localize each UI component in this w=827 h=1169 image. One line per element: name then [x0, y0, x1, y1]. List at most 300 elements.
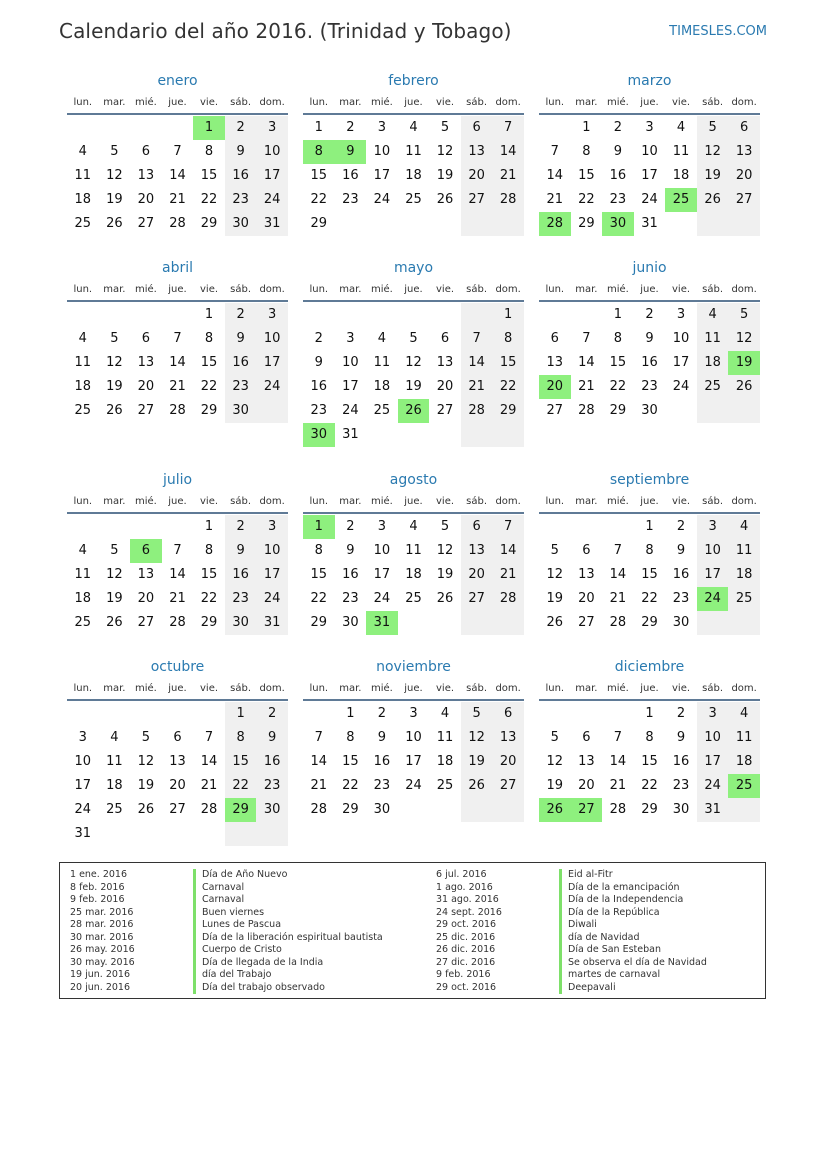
day-cell[interactable]: 11	[672, 144, 690, 159]
day-cell[interactable]: 21	[492, 164, 524, 188]
day-cell[interactable]: 23	[672, 778, 690, 793]
day-cell[interactable]: 29	[641, 615, 658, 630]
day-cell[interactable]: 3	[256, 116, 288, 140]
day-cell[interactable]: 23	[256, 774, 288, 798]
day-cell[interactable]: 15	[342, 754, 359, 769]
day-cell[interactable]: 24	[641, 192, 658, 207]
day-cell[interactable]: 8	[204, 543, 214, 558]
day-cell[interactable]: 24	[74, 802, 92, 817]
day-cell[interactable]: 5	[110, 543, 119, 558]
day-cell[interactable]: 25	[697, 375, 729, 399]
day-cell[interactable]: 3	[377, 120, 387, 135]
day-cell[interactable]: 14	[609, 754, 627, 769]
day-cell[interactable]: 15	[578, 168, 595, 183]
day-cell[interactable]: 21	[169, 192, 186, 207]
day-cell[interactable]: 6	[550, 331, 559, 346]
day-cell[interactable]: 18	[728, 563, 760, 587]
day-cell[interactable]: 9	[645, 331, 654, 346]
day-cell[interactable]: 28	[310, 802, 328, 817]
day-cell[interactable]: 17	[641, 168, 658, 183]
day-cell[interactable]: 19	[546, 591, 564, 606]
day-cell[interactable]: 13	[578, 754, 595, 769]
day-cell[interactable]: 20	[137, 379, 155, 394]
day-cell[interactable]: 19	[436, 567, 454, 582]
day-cell[interactable]: 27	[137, 615, 155, 630]
day-cell[interactable]: 31	[342, 427, 359, 442]
day-cell[interactable]: 26	[137, 802, 155, 817]
day-cell[interactable]: 28	[492, 188, 524, 212]
day-cell[interactable]: 15	[200, 567, 218, 582]
day-cell[interactable]: 28	[609, 802, 627, 817]
day-cell[interactable]: 9	[225, 327, 257, 351]
day-cell[interactable]: 8	[492, 327, 524, 351]
day-cell[interactable]: 1	[193, 116, 225, 140]
day-cell[interactable]: 25	[665, 188, 697, 212]
day-cell[interactable]: 21	[169, 591, 186, 606]
day-cell[interactable]: 8	[225, 726, 257, 750]
day-cell[interactable]: 22	[200, 192, 218, 207]
day-cell[interactable]: 18	[74, 379, 92, 394]
day-cell[interactable]: 25	[728, 774, 760, 798]
day-cell[interactable]: 27	[137, 403, 155, 418]
day-cell[interactable]: 11	[405, 543, 422, 558]
day-cell[interactable]: 9	[613, 144, 623, 159]
day-cell[interactable]: 23	[342, 591, 359, 606]
day-cell[interactable]: 5	[550, 543, 559, 558]
site-link[interactable]: TIMESLES.COM	[669, 24, 767, 39]
day-cell[interactable]: 27	[461, 587, 493, 611]
day-cell[interactable]: 22	[200, 379, 218, 394]
day-cell[interactable]: 24	[697, 774, 729, 798]
day-cell[interactable]: 15	[200, 168, 218, 183]
day-cell[interactable]: 28	[609, 615, 627, 630]
day-cell[interactable]: 15	[641, 567, 658, 582]
day-cell[interactable]: 17	[697, 750, 729, 774]
day-cell[interactable]: 27	[578, 615, 595, 630]
day-cell[interactable]: 24	[672, 379, 690, 394]
day-cell[interactable]: 24	[373, 591, 391, 606]
day-cell[interactable]: 23	[342, 192, 359, 207]
day-cell[interactable]: 31	[641, 216, 658, 231]
day-cell[interactable]: 20	[578, 591, 595, 606]
day-cell[interactable]: 21	[310, 778, 328, 793]
day-cell[interactable]: 24	[256, 375, 288, 399]
day-cell[interactable]: 7	[492, 515, 524, 539]
day-cell[interactable]: 28	[578, 403, 595, 418]
day-cell[interactable]: 21	[546, 192, 564, 207]
day-cell[interactable]: 17	[342, 379, 359, 394]
day-cell[interactable]: 15	[609, 355, 627, 370]
day-cell[interactable]: 5	[110, 144, 119, 159]
day-cell[interactable]: 1	[204, 519, 214, 534]
day-cell[interactable]: 16	[256, 750, 288, 774]
day-cell[interactable]: 13	[436, 355, 454, 370]
day-cell[interactable]: 4	[728, 702, 760, 726]
day-cell[interactable]: 12	[106, 355, 123, 370]
day-cell[interactable]: 21	[578, 379, 595, 394]
day-cell[interactable]: 31	[697, 798, 729, 822]
day-cell[interactable]: 9	[335, 140, 367, 164]
day-cell[interactable]: 20	[539, 375, 571, 399]
day-cell[interactable]: 5	[697, 116, 729, 140]
day-cell[interactable]: 30	[373, 802, 391, 817]
day-cell[interactable]: 12	[546, 567, 564, 582]
day-cell[interactable]: 2	[346, 519, 355, 534]
day-cell[interactable]: 9	[377, 730, 387, 745]
day-cell[interactable]: 15	[200, 355, 218, 370]
day-cell[interactable]: 10	[697, 539, 729, 563]
day-cell[interactable]: 20	[461, 164, 493, 188]
day-cell[interactable]: 22	[200, 591, 218, 606]
day-cell[interactable]: 16	[373, 754, 391, 769]
day-cell[interactable]: 24	[256, 188, 288, 212]
day-cell[interactable]: 28	[492, 587, 524, 611]
day-cell[interactable]: 14	[461, 351, 493, 375]
day-cell[interactable]: 24	[697, 587, 729, 611]
day-cell[interactable]: 7	[173, 144, 182, 159]
day-cell[interactable]: 31	[256, 212, 288, 236]
day-cell[interactable]: 17	[697, 563, 729, 587]
day-cell[interactable]: 30	[303, 423, 335, 447]
day-cell[interactable]: 3	[256, 515, 288, 539]
day-cell[interactable]: 17	[256, 164, 288, 188]
day-cell[interactable]: 12	[546, 754, 564, 769]
day-cell[interactable]: 13	[461, 140, 493, 164]
day-cell[interactable]: 23	[225, 188, 257, 212]
day-cell[interactable]: 7	[550, 144, 559, 159]
day-cell[interactable]: 1	[613, 307, 623, 322]
day-cell[interactable]: 12	[137, 754, 155, 769]
day-cell[interactable]: 4	[409, 120, 418, 135]
day-cell[interactable]: 12	[106, 168, 123, 183]
day-cell[interactable]: 15	[641, 754, 658, 769]
day-cell[interactable]: 10	[256, 539, 288, 563]
day-cell[interactable]: 7	[173, 331, 182, 346]
day-cell[interactable]: 21	[200, 778, 218, 793]
day-cell[interactable]: 9	[225, 140, 257, 164]
day-cell[interactable]: 22	[492, 375, 524, 399]
day-cell[interactable]: 5	[440, 519, 450, 534]
day-cell[interactable]: 2	[645, 307, 654, 322]
day-cell[interactable]: 3	[697, 702, 729, 726]
day-cell[interactable]: 5	[409, 331, 418, 346]
day-cell[interactable]: 26	[546, 615, 564, 630]
day-cell[interactable]: 1	[346, 706, 355, 721]
day-cell[interactable]: 16	[672, 567, 690, 582]
day-cell[interactable]: 26	[539, 798, 571, 822]
day-cell[interactable]: 22	[310, 591, 328, 606]
day-cell[interactable]: 11	[728, 726, 760, 750]
day-cell[interactable]: 14	[169, 168, 186, 183]
day-cell[interactable]: 1	[303, 515, 335, 539]
day-cell[interactable]: 30	[602, 212, 634, 236]
day-cell[interactable]: 18	[74, 591, 92, 606]
day-cell[interactable]: 2	[377, 706, 387, 721]
day-cell[interactable]: 14	[169, 567, 186, 582]
day-cell[interactable]: 9	[676, 730, 686, 745]
day-cell[interactable]: 11	[74, 355, 92, 370]
day-cell[interactable]: 14	[609, 567, 627, 582]
day-cell[interactable]: 13	[546, 355, 564, 370]
day-cell[interactable]: 22	[641, 778, 658, 793]
day-cell[interactable]: 9	[314, 355, 323, 370]
day-cell[interactable]: 11	[74, 168, 92, 183]
day-cell[interactable]: 2	[613, 120, 623, 135]
day-cell[interactable]: 25	[373, 403, 391, 418]
day-cell[interactable]: 23	[641, 379, 658, 394]
day-cell[interactable]: 24	[405, 778, 422, 793]
day-cell[interactable]: 18	[106, 778, 123, 793]
day-cell[interactable]: 26	[106, 216, 123, 231]
day-cell[interactable]: 11	[405, 144, 422, 159]
day-cell[interactable]: 18	[697, 351, 729, 375]
day-cell[interactable]: 7	[492, 116, 524, 140]
day-cell[interactable]: 8	[645, 730, 654, 745]
day-cell[interactable]: 1	[225, 702, 257, 726]
day-cell[interactable]: 10	[256, 327, 288, 351]
day-cell[interactable]: 12	[436, 144, 454, 159]
day-cell[interactable]: 6	[141, 331, 151, 346]
day-cell[interactable]: 22	[578, 192, 595, 207]
day-cell[interactable]: 9	[225, 539, 257, 563]
day-cell[interactable]: 25	[405, 591, 422, 606]
day-cell[interactable]: 10	[256, 140, 288, 164]
day-cell[interactable]: 23	[225, 587, 257, 611]
day-cell[interactable]: 22	[310, 192, 328, 207]
day-cell[interactable]: 6	[461, 116, 493, 140]
day-cell[interactable]: 21	[609, 591, 627, 606]
day-cell[interactable]: 1	[582, 120, 591, 135]
day-cell[interactable]: 18	[672, 168, 690, 183]
day-cell[interactable]: 8	[645, 543, 654, 558]
day-cell[interactable]: 26	[461, 774, 493, 798]
day-cell[interactable]: 18	[728, 750, 760, 774]
day-cell[interactable]: 10	[74, 754, 92, 769]
day-cell[interactable]: 25	[106, 802, 123, 817]
day-cell[interactable]: 14	[310, 754, 328, 769]
day-cell[interactable]: 9	[256, 726, 288, 750]
day-cell[interactable]: 31	[74, 826, 92, 841]
day-cell[interactable]: 22	[225, 774, 257, 798]
day-cell[interactable]: 25	[436, 778, 454, 793]
day-cell[interactable]: 12	[461, 726, 493, 750]
day-cell[interactable]: 29	[342, 802, 359, 817]
day-cell[interactable]: 31	[366, 611, 398, 635]
day-cell[interactable]: 21	[169, 379, 186, 394]
day-cell[interactable]: 2	[346, 120, 355, 135]
day-cell[interactable]: 6	[141, 144, 151, 159]
day-cell[interactable]: 1	[645, 519, 654, 534]
day-cell[interactable]: 26	[106, 403, 123, 418]
day-cell[interactable]: 15	[492, 351, 524, 375]
day-cell[interactable]: 4	[728, 515, 760, 539]
day-cell[interactable]: 9	[676, 543, 686, 558]
day-cell[interactable]: 31	[256, 611, 288, 635]
day-cell[interactable]: 17	[373, 168, 391, 183]
day-cell[interactable]: 2	[256, 702, 288, 726]
day-cell[interactable]: 23	[225, 375, 257, 399]
day-cell[interactable]: 8	[303, 140, 335, 164]
day-cell[interactable]: 19	[728, 351, 760, 375]
day-cell[interactable]: 16	[310, 379, 328, 394]
day-cell[interactable]: 29	[609, 403, 627, 418]
day-cell[interactable]: 2	[225, 303, 257, 327]
day-cell[interactable]: 8	[204, 331, 214, 346]
day-cell[interactable]: 11	[373, 355, 391, 370]
day-cell[interactable]: 15	[310, 168, 328, 183]
day-cell[interactable]: 12	[728, 327, 760, 351]
day-cell[interactable]: 24	[342, 403, 359, 418]
day-cell[interactable]: 28	[169, 403, 186, 418]
day-cell[interactable]: 28	[200, 802, 218, 817]
day-cell[interactable]: 14	[169, 355, 186, 370]
day-cell[interactable]: 13	[137, 355, 155, 370]
day-cell[interactable]: 19	[106, 591, 123, 606]
day-cell[interactable]: 1	[314, 120, 323, 135]
day-cell[interactable]: 7	[613, 730, 623, 745]
day-cell[interactable]: 13	[578, 567, 595, 582]
day-cell[interactable]: 7	[204, 730, 214, 745]
day-cell[interactable]: 10	[373, 543, 391, 558]
day-cell[interactable]: 12	[697, 140, 729, 164]
day-cell[interactable]: 12	[106, 567, 123, 582]
day-cell[interactable]: 26	[697, 188, 729, 212]
day-cell[interactable]: 11	[436, 730, 454, 745]
day-cell[interactable]: 23	[672, 591, 690, 606]
day-cell[interactable]: 20	[436, 379, 454, 394]
day-cell[interactable]: 27	[546, 403, 564, 418]
day-cell[interactable]: 6	[440, 331, 450, 346]
day-cell[interactable]: 20	[169, 778, 186, 793]
day-cell[interactable]: 24	[256, 587, 288, 611]
day-cell[interactable]: 26	[106, 615, 123, 630]
day-cell[interactable]: 17	[74, 778, 92, 793]
day-cell[interactable]: 16	[342, 567, 359, 582]
day-cell[interactable]: 10	[672, 331, 690, 346]
day-cell[interactable]: 13	[169, 754, 186, 769]
day-cell[interactable]: 5	[141, 730, 151, 745]
day-cell[interactable]: 25	[405, 192, 422, 207]
day-cell[interactable]: 5	[461, 702, 493, 726]
day-cell[interactable]: 6	[461, 515, 493, 539]
day-cell[interactable]: 3	[645, 120, 654, 135]
day-cell[interactable]: 3	[676, 307, 686, 322]
day-cell[interactable]: 4	[697, 303, 729, 327]
day-cell[interactable]: 19	[106, 379, 123, 394]
day-cell[interactable]: 13	[461, 539, 493, 563]
day-cell[interactable]: 18	[405, 168, 422, 183]
day-cell[interactable]: 17	[672, 355, 690, 370]
day-cell[interactable]: 26	[436, 192, 454, 207]
day-cell[interactable]: 3	[256, 303, 288, 327]
day-cell[interactable]: 20	[461, 563, 493, 587]
day-cell[interactable]: 5	[110, 331, 119, 346]
day-cell[interactable]: 30	[672, 802, 690, 817]
day-cell[interactable]: 30	[672, 615, 690, 630]
day-cell[interactable]: 20	[492, 750, 524, 774]
day-cell[interactable]: 20	[578, 778, 595, 793]
day-cell[interactable]: 14	[200, 754, 218, 769]
day-cell[interactable]: 10	[697, 726, 729, 750]
day-cell[interactable]: 29	[200, 403, 218, 418]
day-cell[interactable]: 29	[200, 216, 218, 231]
day-cell[interactable]: 4	[78, 543, 87, 558]
day-cell[interactable]: 17	[405, 754, 422, 769]
day-cell[interactable]: 19	[405, 379, 422, 394]
day-cell[interactable]: 7	[613, 543, 623, 558]
day-cell[interactable]: 5	[440, 120, 450, 135]
day-cell[interactable]: 12	[405, 355, 422, 370]
day-cell[interactable]: 10	[641, 144, 658, 159]
day-cell[interactable]: 19	[461, 750, 493, 774]
day-cell[interactable]: 18	[74, 192, 92, 207]
day-cell[interactable]: 4	[676, 120, 686, 135]
day-cell[interactable]: 25	[728, 587, 760, 611]
day-cell[interactable]: 30	[256, 798, 288, 822]
day-cell[interactable]: 27	[137, 216, 155, 231]
day-cell[interactable]: 1	[492, 303, 524, 327]
day-cell[interactable]: 3	[697, 515, 729, 539]
day-cell[interactable]: 4	[440, 706, 450, 721]
day-cell[interactable]: 6	[582, 730, 591, 745]
day-cell[interactable]: 11	[697, 327, 729, 351]
day-cell[interactable]: 14	[578, 355, 595, 370]
day-cell[interactable]: 1	[645, 706, 654, 721]
day-cell[interactable]: 7	[173, 543, 182, 558]
day-cell[interactable]: 14	[492, 140, 524, 164]
day-cell[interactable]: 14	[546, 168, 564, 183]
day-cell[interactable]: 23	[609, 192, 627, 207]
day-cell[interactable]: 11	[728, 539, 760, 563]
day-cell[interactable]: 6	[130, 539, 162, 563]
day-cell[interactable]: 29	[578, 216, 595, 231]
day-cell[interactable]: 20	[137, 192, 155, 207]
day-cell[interactable]: 28	[169, 216, 186, 231]
day-cell[interactable]: 30	[225, 399, 257, 423]
day-cell[interactable]: 30	[225, 611, 257, 635]
day-cell[interactable]: 2	[676, 519, 686, 534]
day-cell[interactable]: 7	[461, 327, 493, 351]
day-cell[interactable]: 16	[641, 355, 658, 370]
day-cell[interactable]: 28	[169, 615, 186, 630]
day-cell[interactable]: 29	[200, 615, 218, 630]
day-cell[interactable]: 13	[137, 168, 155, 183]
day-cell[interactable]: 10	[342, 355, 359, 370]
day-cell[interactable]: 3	[377, 519, 387, 534]
day-cell[interactable]: 21	[609, 778, 627, 793]
day-cell[interactable]: 10	[405, 730, 422, 745]
day-cell[interactable]: 15	[225, 750, 257, 774]
day-cell[interactable]: 2	[676, 706, 686, 721]
day-cell[interactable]: 13	[728, 140, 760, 164]
day-cell[interactable]: 27	[436, 403, 454, 418]
day-cell[interactable]: 13	[137, 567, 155, 582]
day-cell[interactable]: 5	[728, 303, 760, 327]
day-cell[interactable]: 23	[310, 403, 328, 418]
day-cell[interactable]: 27	[492, 774, 524, 798]
day-cell[interactable]: 10	[373, 144, 391, 159]
day-cell[interactable]: 8	[314, 543, 323, 558]
day-cell[interactable]: 6	[492, 702, 524, 726]
day-cell[interactable]: 17	[373, 567, 391, 582]
day-cell[interactable]: 3	[78, 730, 87, 745]
day-cell[interactable]: 18	[405, 567, 422, 582]
day-cell[interactable]: 19	[106, 192, 123, 207]
day-cell[interactable]: 9	[346, 543, 355, 558]
day-cell[interactable]: 29	[225, 798, 257, 822]
day-cell[interactable]: 17	[256, 563, 288, 587]
day-cell[interactable]: 8	[204, 144, 214, 159]
